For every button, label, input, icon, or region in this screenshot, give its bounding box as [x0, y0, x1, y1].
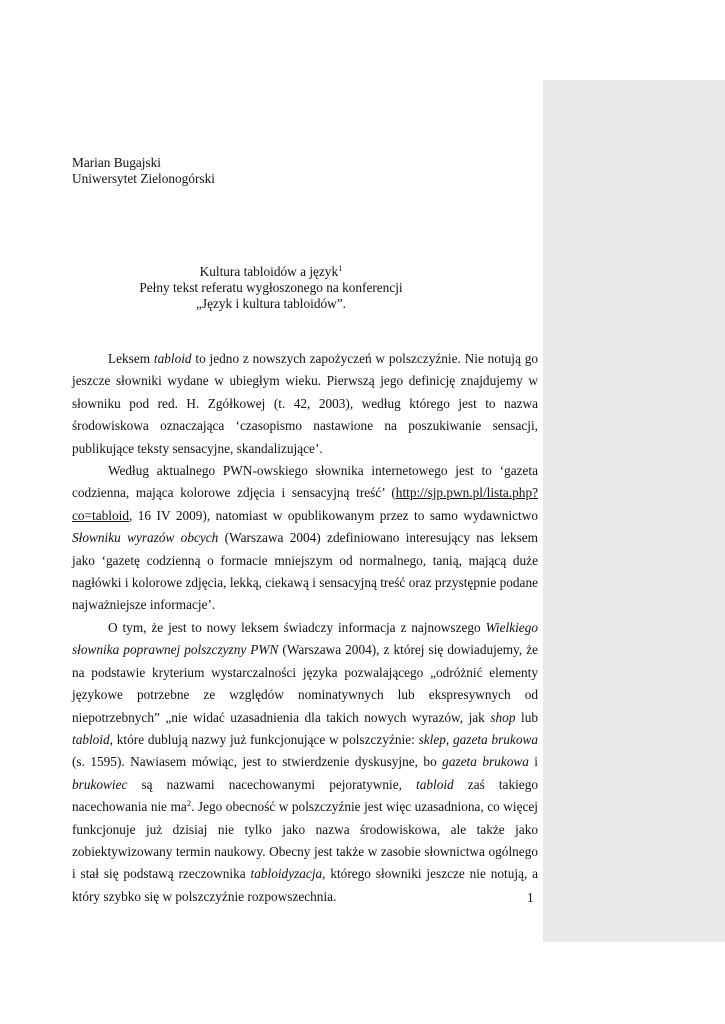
text-run: są nazwami nacechowanymi pejoratywnie,: [127, 776, 417, 792]
text-run: (Warszawa 2004), z której się dowiadujemy, że na podstawie kryterium wystarczalności języka pozwalającego „odróżnić elementy językowe potrzebne ze względów nominatywnych lub ekspresywnych od niepotrzebnych” „nie widać uzasadnienia dla takich nowych wyrazów, jak: [72, 642, 538, 725]
text-run: Leksem: [108, 351, 154, 366]
text-run: , 16 IV 2009), natomiast w opublikowanym przez to samo wydawnictwo: [128, 507, 538, 523]
conference-name: „Język i kultura tabloidów”.: [196, 296, 346, 311]
text-run: lub: [515, 709, 538, 725]
paragraph-3: [72, 617, 538, 908]
document-title: [72, 264, 470, 280]
hyperlink[interactable]: http://sjp.pwn.pl/lista.php?co=tabloid: [72, 485, 538, 523]
title-main: Kultura tabloidów a język: [199, 264, 339, 279]
italic-term: tabloidyzacja: [250, 866, 323, 882]
author-block: [72, 155, 215, 187]
italic-term: tabloid: [153, 351, 192, 366]
body-text: [72, 348, 538, 908]
comments-pane: [543, 80, 725, 942]
paragraph-1: [72, 348, 538, 460]
italic-term: tabloid,: [72, 731, 114, 747]
italic-term: shop: [490, 709, 516, 725]
text-run: to jedno z nowszych zapożyczeń w polszczyźnie. Nie notują go jeszcze słowniki wydane w ubiegłym wieku. Pierwszą jego definicję znajdujemy w słowniku pod red. H. Zgółkowej (t. 42, 2003), według którego jest to nazwa środowiskowa oznaczająca ‘czasopismo nastawione na poszukiwanie sensacji, publikujące teksty sensacyjne, skandalizujące’.: [72, 351, 538, 456]
text-run: (Warszawa 2004) zdefiniowano interesujący nas leksem jako ‘gazetę codzienną o formacie mniejszym od normalnego, tanią, mającą duże nagłówki i kolorowe zdjęcia, lekką, ciekawą i sensacyjną treść oraz przystępnie podane najważniejsze informacje’.: [72, 530, 539, 613]
text-run: Według aktualnego PWN-owskiego słownika internetowego jest to ‘gazeta codzienna, mająca kolorowe zdjęcia i sensacyjną treść’ (: [72, 463, 538, 501]
text-run: , którego słowniki jeszcze nie notują, a który szybko się w polszczyźnie rozpowszechnia.: [72, 866, 539, 904]
footnote-ref-2[interactable]: 2: [186, 798, 192, 809]
italic-term: sklep, gazeta brukowa: [418, 731, 538, 747]
document-subtitle: Pełny tekst referatu wygłoszonego na konferencji: [139, 280, 403, 295]
text-run: zaś takiego nacechowania nie ma: [72, 776, 538, 815]
footnote-ref-1[interactable]: 1: [338, 263, 343, 273]
italic-title: Słowniku wyrazów obcych: [72, 530, 219, 546]
text-run: O tym, że jest to nowy leksem świadczy informacja z najnowszego: [108, 619, 486, 635]
text-run: . Jego obecność w polszczyźnie jest więc uzasadniona, co więcej funkcjonuje już dzisiaj nie tylko jako nazwa środowiskowa, ale także jako zobiektywizowany termin naukowy. Obecny jest także w zasobie słownictwa ogólnego i stał się podstawą rzeczownika: [72, 799, 538, 882]
italic-title: Wielkiego słownika poprawnej polszczyzny PWN: [72, 619, 538, 658]
text-run: i: [528, 754, 538, 770]
paragraph-2: [72, 460, 538, 617]
page-number: 1: [527, 890, 534, 905]
title-block: [72, 264, 470, 312]
italic-term: brukowiec: [72, 776, 128, 792]
author-affiliation: Uniwersytet Zielonogórski: [72, 171, 215, 186]
author-name: Marian Bugajski: [72, 155, 162, 170]
italic-term: gazeta brukowa: [442, 754, 529, 770]
italic-term: tabloid: [416, 776, 454, 792]
text-run: (s. 1595). Nawiasem mówiąc, jest to stwierdzenie dyskusyjne, bo: [72, 754, 443, 770]
text-run: które dublują nazwy już funkcjonujące w polszczyźnie:: [113, 731, 419, 747]
